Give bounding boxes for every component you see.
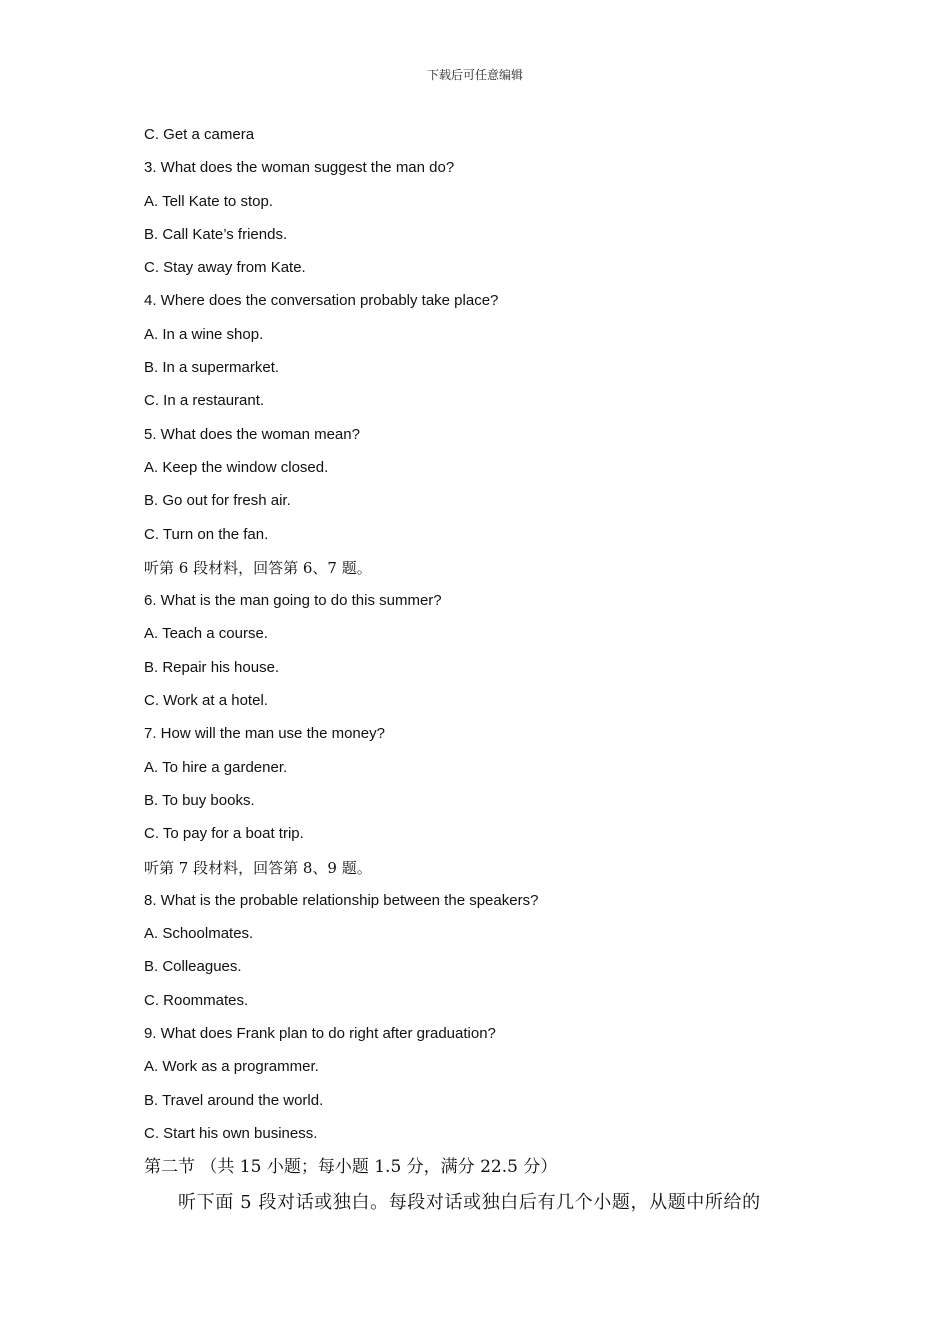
- option-line: B. Call Kate’s friends.: [144, 225, 288, 243]
- question-line: 7. How will the man use the money?: [144, 725, 385, 743]
- question-line: 5. What does the woman mean?: [144, 425, 360, 443]
- option-line: A. To hire a gardener.: [144, 758, 288, 776]
- material-instruction: 听第 6 段材料，回答第 6、7 题。: [144, 558, 372, 577]
- option-line: B. Go out for fresh air.: [144, 492, 291, 510]
- option-line: B. Colleagues.: [144, 958, 242, 976]
- option-line: C. Start his own business.: [144, 1124, 318, 1142]
- question-line: 6. What is the man going to do this summer?: [144, 592, 442, 610]
- material-instruction: 听第 7 段材料，回答第 8、9 题。: [144, 858, 372, 877]
- question-line: 3. What does the woman suggest the man do?: [144, 159, 455, 177]
- option-line: C. Stay away from Kate.: [144, 259, 306, 277]
- section-title: 第二节 （共 15 小题；每小题 1.5 分，满分 22.5 分）: [144, 1157, 558, 1178]
- option-line: A. Teach a course.: [144, 625, 268, 643]
- option-line: A. Schoolmates.: [144, 925, 254, 943]
- question-line: 4. Where does the conversation probably take place?: [144, 292, 499, 310]
- option-line: B. Travel around the world.: [144, 1091, 324, 1109]
- question-line: 9. What does Frank plan to do right after graduation?: [144, 1025, 496, 1043]
- option-line: C. Get a camera: [144, 126, 255, 143]
- option-line: C. To pay for a boat trip.: [144, 825, 304, 843]
- option-line: A. Tell Kate to stop.: [144, 192, 273, 210]
- option-line: C. Roommates.: [144, 991, 249, 1009]
- page-header: 下载后可任意编辑: [426, 68, 523, 82]
- option-line: B. In a supermarket.: [144, 359, 280, 377]
- option-line: A. In a wine shop.: [144, 325, 264, 343]
- section-instruction: 听下面 5 段对话或独白。每段对话或独白后有几个小题，从题中所给的: [178, 1192, 761, 1214]
- option-line: B. Repair his house.: [144, 658, 280, 676]
- option-line: C. Work at a hotel.: [144, 692, 268, 710]
- option-line: C. In a restaurant.: [144, 392, 265, 410]
- option-line: A. Keep the window closed.: [144, 458, 329, 476]
- option-line: A. Work as a programmer.: [144, 1058, 319, 1076]
- option-line: C. Turn on the fan.: [144, 525, 269, 543]
- question-line: 8. What is the probable relationship between the speakers?: [144, 891, 539, 909]
- option-line: B. To buy books.: [144, 791, 255, 809]
- document-body: [144, 124, 824, 1214]
